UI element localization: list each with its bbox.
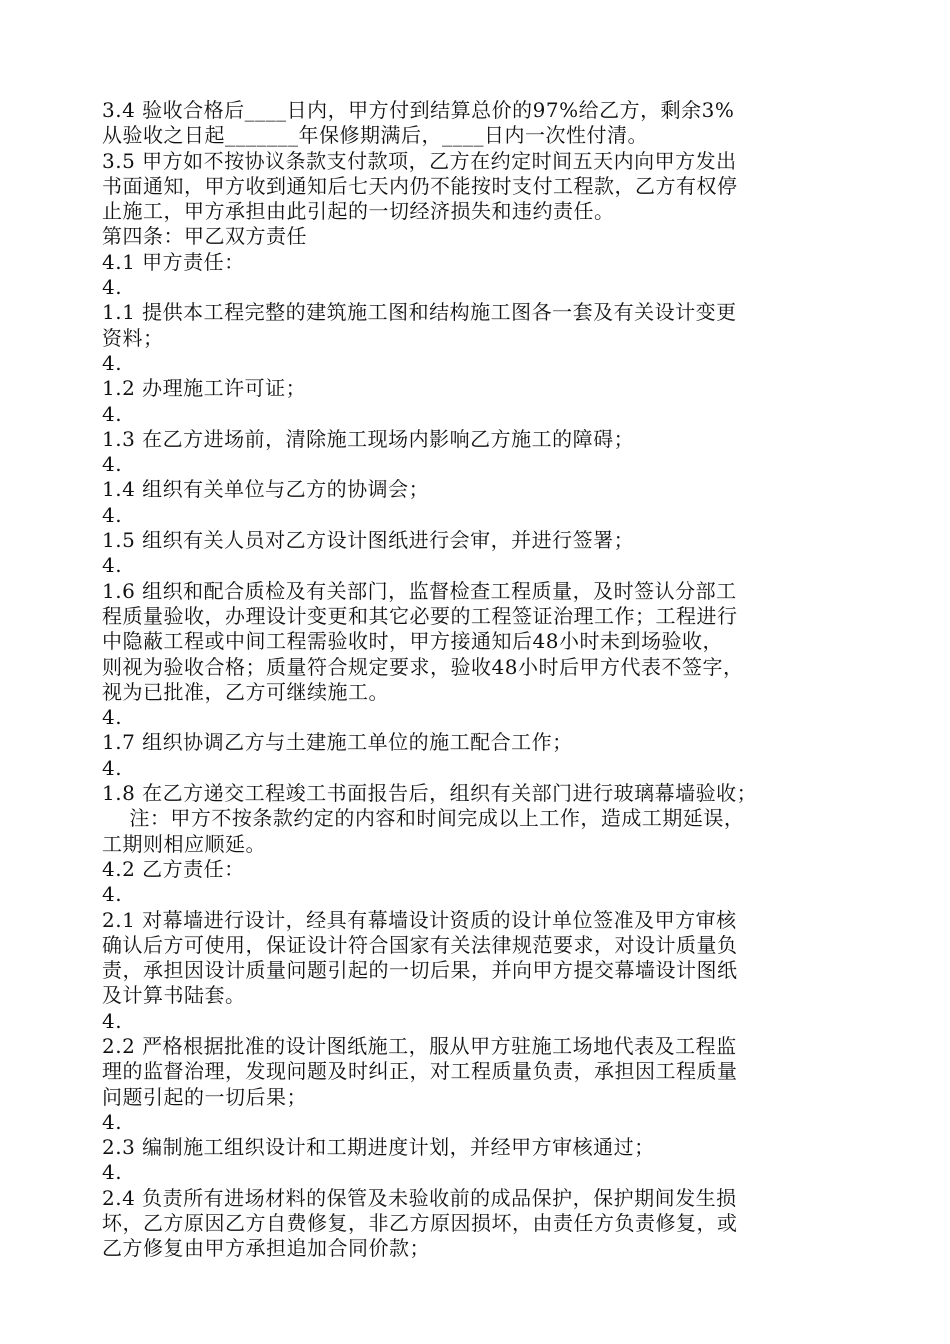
text-line: 4. [102, 401, 123, 426]
text-line: 资料； [102, 325, 164, 350]
text-line: 2.4 负责所有进场材料的保管及未验收前的成品保护，保护期间发生损 [102, 1185, 737, 1210]
text-line: 3.5 甲方如不按协议条款支付款项，乙方在约定时间五天内向甲方发出 [102, 148, 737, 173]
text-line: 4. [102, 1008, 123, 1033]
text-line: 理的监督治理，发现问题及时纠正，对工程质量负责，承担因工程质量 [102, 1059, 738, 1084]
text-line: 及计算书陆套。 [102, 983, 246, 1008]
text-line: 4.1 甲方责任： [102, 249, 245, 274]
text-line: 4. [102, 553, 123, 578]
text-line: 工期则相应顺延。 [102, 831, 266, 856]
document-body [102, 98, 862, 1262]
text-line: 坏，乙方原因乙方自费修复，非乙方原因损坏，由责任方负责修复，或 [102, 1211, 738, 1236]
text-line: 4. [102, 452, 123, 477]
text-line: 1.8 在乙方递交工程竣工书面报告后，组织有关部门进行玻璃幕墙验收； [102, 781, 758, 806]
text-line: 2.3 编制施工组织设计和工期进度计划，并经甲方审核通过； [102, 1135, 655, 1160]
text-line: 4. [102, 275, 123, 300]
text-line: 4. [102, 1109, 123, 1134]
text-line: 1.5 组织有关人员对乙方设计图纸进行会审，并进行签署； [102, 528, 635, 553]
text-line: 1.2 办理施工许可证； [102, 376, 307, 401]
text-line: 4. [102, 350, 123, 375]
text-line: 4. [102, 882, 123, 907]
text-line: 2.2 严格根据批准的设计图纸施工，服从甲方驻施工场地代表及工程监 [102, 1033, 737, 1058]
text-line: 则视为验收合格；质量符合规定要求，验收48小时后甲方代表不签字， [102, 654, 744, 679]
text-line: 从验收之日起_______年保修期满后，____日内一次性付清。 [102, 123, 648, 148]
text-line: 问题引起的一切后果； [102, 1084, 307, 1109]
text-line: 1.6 组织和配合质检及有关部门，监督检查工程质量，及时签认分部工 [102, 578, 737, 603]
text-line: 注：甲方不按条款约定的内容和时间完成以上工作，造成工期延误， [102, 806, 745, 831]
text-line: 1.7 组织协调乙方与土建施工单位的施工配合工作； [102, 730, 573, 755]
text-line: 4. [102, 502, 123, 527]
text-line: 3.4 验收合格后____日内，甲方付到结算总价的97%给乙方，剩余3% [102, 98, 735, 122]
text-line: 中隐蔽工程或中间工程需验收时，甲方接通知后48小时未到场验收， [102, 629, 723, 654]
text-line: 书面通知，甲方收到通知后七天内仍不能按时支付工程款，乙方有权停 [102, 173, 738, 198]
text-line: 确认后方可使用，保证设计符合国家有关法律规范要求，对设计质量负 [102, 932, 738, 957]
text-line: 1.4 组织有关单位与乙方的协调会； [102, 477, 430, 502]
text-line: 1.3 在乙方进场前，清除施工现场内影响乙方施工的障碍； [102, 426, 635, 451]
text-line: 视为已批准，乙方可继续施工。 [102, 679, 389, 704]
text-line: 2.1 对幕墙进行设计，经具有幕墙设计资质的设计单位签准及甲方审核 [102, 907, 737, 932]
text-line: 程质量验收，办理设计变更和其它必要的工程签证治理工作；工程进行 [102, 603, 738, 628]
text-line: 责，承担因设计质量问题引起的一切后果，并向甲方提交幕墙设计图纸 [102, 958, 738, 983]
text-line: 乙方修复由甲方承担追加合同价款； [102, 1236, 430, 1261]
text-line: 4. [102, 1160, 123, 1185]
text-line: 4.2 乙方责任： [102, 856, 245, 881]
text-line: 4. [102, 705, 123, 730]
text-line: 1.1 提供本工程完整的建筑施工图和结构施工图各一套及有关设计变更 [102, 300, 737, 325]
text-line: 止施工，甲方承担由此引起的一切经济损失和违约责任。 [102, 199, 615, 224]
text-line: 第四条：甲乙双方责任 [102, 224, 307, 249]
text-line: 4. [102, 755, 123, 780]
